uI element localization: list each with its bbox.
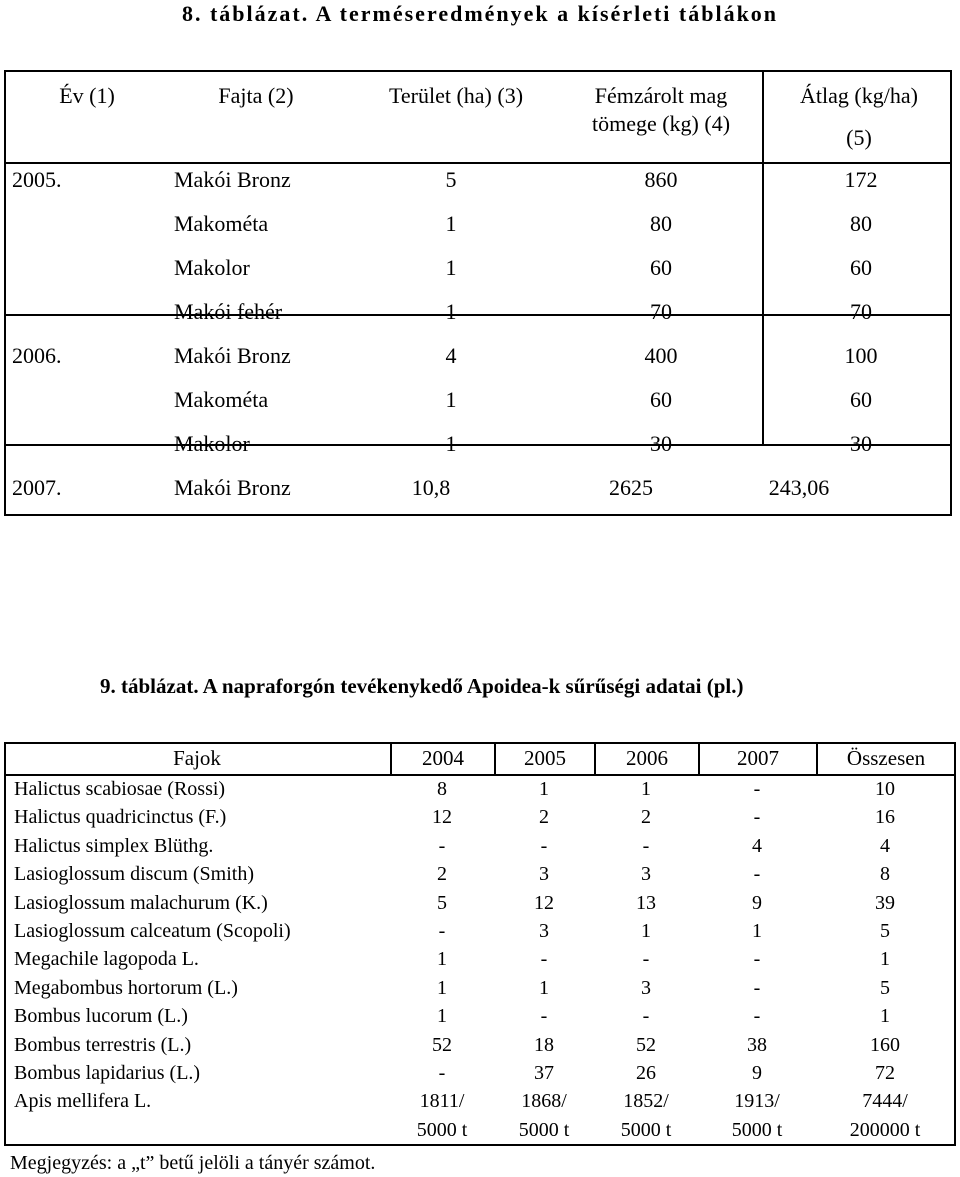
count-cell: 9 xyxy=(752,891,762,914)
table8-cell-variety: Makói fehér xyxy=(174,299,283,324)
count-cell: 5 xyxy=(880,920,890,942)
count-cell: 1852/ xyxy=(623,1090,669,1113)
count-cell: 3 xyxy=(539,863,549,886)
table8-cell-area: 10,8 xyxy=(411,475,451,500)
col-species-header: Fajok xyxy=(173,746,221,770)
table8-cell-avg: 100 xyxy=(844,343,878,368)
table8-cell-variety: Makolor xyxy=(174,255,250,280)
count-cell: - xyxy=(753,806,761,829)
count-cell: 12 xyxy=(432,806,452,829)
table9-caption: 9. táblázat. A napraforgón tevékenykedő Apoidea-k sűrűségi adatai (pl.) xyxy=(100,674,744,698)
table8-cell-year xyxy=(12,254,102,282)
col-2006-header: 2006 xyxy=(594,742,698,774)
col-year-header: Év (1) xyxy=(59,83,115,108)
species-name: Halictus scabiosae (Rossi) xyxy=(14,778,226,800)
species-name: Bombus lucorum (L.) xyxy=(14,1005,188,1028)
count-cell: 4 xyxy=(880,834,890,857)
count-cell: 3 xyxy=(539,920,549,942)
count-cell: 18 xyxy=(534,1033,554,1056)
count-cell: 5000 t xyxy=(731,1118,783,1141)
table8-cell-avg: 30 xyxy=(850,431,872,456)
count-cell: 3 xyxy=(641,863,651,886)
count-cell: 7444/ xyxy=(862,1090,908,1113)
count-cell: - xyxy=(540,948,548,971)
count-cell: 38 xyxy=(747,1033,767,1056)
count-cell: 160 xyxy=(870,1033,900,1056)
count-cell: - xyxy=(753,778,761,800)
col-total-header: Összesen xyxy=(816,742,954,774)
count-cell: 1 xyxy=(437,1005,447,1028)
species-name: Lasioglossum calceatum (Scopoli) xyxy=(14,920,291,942)
table8-cell-variety: Makói Bronz xyxy=(174,475,291,500)
table8-cell-mass: 30 xyxy=(650,431,672,456)
count-cell: - xyxy=(642,1005,650,1028)
table8-cell-mass: 60 xyxy=(650,387,672,412)
col-2007-header: 2007 xyxy=(698,742,816,774)
count-cell: 5000 t xyxy=(518,1118,570,1141)
table8-cell-area: 1 xyxy=(445,431,457,456)
table8-cell-year: 2005. xyxy=(12,167,62,192)
col-avg-header-line1: Átlag (kg/ha) xyxy=(800,83,918,108)
table8-cell-area: 1 xyxy=(445,211,457,236)
table8-cell-avg: 80 xyxy=(850,211,872,236)
col-2005-header: 2005 xyxy=(494,742,594,774)
count-cell: - xyxy=(438,834,446,857)
count-cell: 5 xyxy=(880,976,890,999)
table8-cell-variety: Makométa xyxy=(174,387,269,412)
col-avg-header-line2: (5) xyxy=(846,125,872,150)
table8-cell-area: 1 xyxy=(445,299,457,324)
count-cell: 1 xyxy=(437,976,447,999)
table8-cell-variety: Makolor xyxy=(174,431,250,456)
count-cell: 16 xyxy=(875,806,895,829)
count-cell: - xyxy=(753,1005,761,1028)
table8-cell-avg: 70 xyxy=(850,299,872,324)
species-name: Bombus lapidarius (L.) xyxy=(14,1062,201,1084)
table8-cell-area: 4 xyxy=(445,343,457,368)
count-cell: 26 xyxy=(636,1062,656,1084)
count-cell: 1868/ xyxy=(521,1090,567,1113)
count-cell: - xyxy=(540,1005,548,1028)
count-cell: - xyxy=(540,834,548,857)
table8-header xyxy=(6,72,950,164)
species-name: Lasioglossum discum (Smith) xyxy=(14,863,254,886)
species-name: Megachile lagopoda L. xyxy=(14,948,199,971)
count-cell: 200000 t xyxy=(849,1118,921,1141)
species-name: Megabombus hortorum (L.) xyxy=(14,976,238,999)
table9 xyxy=(4,742,956,1146)
count-cell: 52 xyxy=(432,1033,452,1056)
table8-cell-avg: 172 xyxy=(844,167,878,192)
table8-caption: 8. táblázat. A terméseredmények a kísérleti táblákon xyxy=(181,1,779,26)
count-cell: 1 xyxy=(641,920,651,942)
count-cell: 1913/ xyxy=(734,1090,780,1113)
count-cell: 37 xyxy=(534,1062,554,1084)
table8-cell-variety: Makométa xyxy=(174,211,269,236)
count-cell: - xyxy=(753,863,761,886)
table8-cell-mass: 80 xyxy=(650,211,672,236)
count-cell: - xyxy=(753,948,761,971)
table9-note: Megjegyzés: a „t” betű jelöli a tányér számot. xyxy=(10,1152,376,1174)
count-cell: 5000 t xyxy=(620,1118,672,1141)
count-cell: 1 xyxy=(880,948,890,971)
count-cell: 9 xyxy=(752,1062,762,1084)
table8-cell-variety: Makói Bronz xyxy=(174,167,291,192)
count-cell: 1 xyxy=(752,920,762,942)
count-cell: 39 xyxy=(875,891,895,914)
table8-cell-area: 5 xyxy=(445,167,457,192)
count-cell: - xyxy=(438,920,446,942)
count-cell: 3 xyxy=(641,976,651,999)
count-cell: 13 xyxy=(636,891,656,914)
table8 xyxy=(4,70,952,516)
table8-cell-year xyxy=(12,430,102,458)
count-cell: 2 xyxy=(539,806,549,829)
species-name: Apis mellifera L. xyxy=(14,1090,152,1113)
count-cell: 4 xyxy=(752,834,762,857)
table8-cell-mass: 860 xyxy=(644,167,678,192)
table8-cell-year xyxy=(12,386,102,414)
count-cell: 1 xyxy=(641,778,651,800)
table8-cell-year: 2007. xyxy=(12,475,62,500)
table8-cell-avg: 60 xyxy=(850,387,872,412)
table8-cell-area: 1 xyxy=(445,387,457,412)
count-cell: 8 xyxy=(880,863,890,886)
col-area-header: Terület (ha) (3) xyxy=(388,83,524,108)
table8-cell-mass: 60 xyxy=(650,255,672,280)
table8-cell-avg: 60 xyxy=(850,255,872,280)
table8-cell-mass: 2625 xyxy=(609,475,653,500)
count-cell: 5000 t xyxy=(416,1118,468,1141)
table8-avg-divider xyxy=(762,72,764,446)
count-cell: 2 xyxy=(437,863,447,886)
count-cell: 10 xyxy=(875,778,895,800)
table8-cell-variety: Makói Bronz xyxy=(174,343,291,368)
count-cell: - xyxy=(642,834,650,857)
table8-cell-avg: 243,06 xyxy=(768,475,830,500)
species-name: Halictus simplex Blüthg. xyxy=(14,834,214,857)
col-2004-header: 2004 xyxy=(390,742,494,774)
count-cell: - xyxy=(753,976,761,999)
count-cell: 52 xyxy=(636,1033,656,1056)
table8-cell-year: 2006. xyxy=(12,343,62,368)
species-name: Halictus quadricinctus (F.) xyxy=(14,806,227,829)
table8-cell-year xyxy=(12,298,102,326)
count-cell: 5 xyxy=(437,891,447,914)
count-cell: - xyxy=(642,948,650,971)
count-cell: 12 xyxy=(534,891,554,914)
table8-cell-mass: 70 xyxy=(650,299,672,324)
col-variety-header: Fajta (2) xyxy=(218,83,294,108)
count-cell: 1 xyxy=(539,976,549,999)
species-name: Bombus terrestris (L.) xyxy=(14,1033,192,1056)
count-cell: 1 xyxy=(539,778,549,800)
species-name: Lasioglossum malachurum (K.) xyxy=(14,891,268,914)
count-cell: - xyxy=(438,1062,446,1084)
count-cell: 2 xyxy=(641,806,651,829)
table8-cell-year xyxy=(12,210,102,238)
count-cell: 1 xyxy=(880,1005,890,1028)
count-cell: 1811/ xyxy=(419,1090,465,1113)
count-cell: 1 xyxy=(437,948,447,971)
count-cell: 72 xyxy=(875,1062,895,1084)
table8-cell-mass: 400 xyxy=(644,343,678,368)
table9-header-row xyxy=(4,742,956,776)
count-cell: 8 xyxy=(437,778,447,800)
col-mass-header-line2: tömege (kg) (4) xyxy=(591,111,731,136)
table8-cell-area: 1 xyxy=(445,255,457,280)
col-mass-header-line1: Fémzárolt mag xyxy=(594,83,728,108)
